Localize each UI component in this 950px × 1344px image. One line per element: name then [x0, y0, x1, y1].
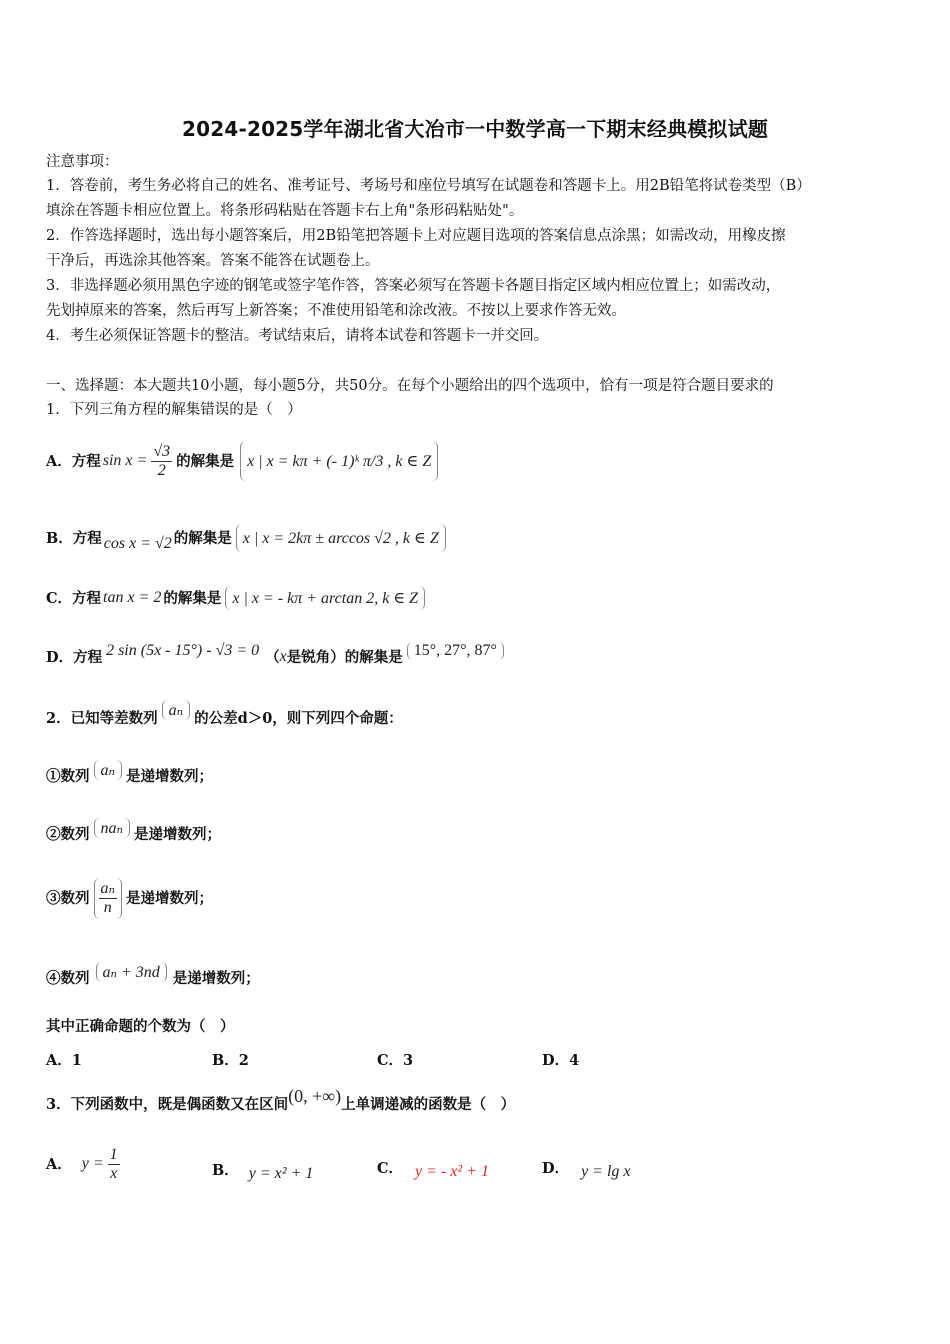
option-label: B．	[212, 1161, 239, 1179]
notice-line: 4．考生必须保证答题卡的整洁。考试结束后，请将本试卷和答题卡一并交回。	[46, 328, 549, 344]
notice-line: 1．答卷前，考生务必将自己的姓名、准考证号、考场号和座位号填写在试题卷和答题卡上。用2B铅笔将试卷类型（B）	[46, 178, 811, 194]
statement-label: ④数列	[46, 969, 90, 987]
stem-text: 2．已知等差数列	[46, 709, 158, 727]
option-label: C．方程	[46, 589, 102, 607]
equation-lhs: y =	[81, 1155, 104, 1172]
sequence	[94, 878, 122, 919]
option-label: D．方程	[46, 648, 103, 666]
solution-set: x | x = - kπ + arctan 2, k ∈ Z	[225, 586, 425, 610]
q2-option-d: D．4	[542, 1052, 580, 1069]
question-1-stem: 1．下列三角方程的解集错误的是（ ）	[46, 402, 302, 418]
option-label: B．方程	[46, 529, 102, 547]
q3-option-a	[46, 1142, 120, 1186]
q2-option-a: A．1	[46, 1052, 82, 1069]
interval: (0, +∞)	[288, 1085, 342, 1106]
statement-text: 是递增数列；	[125, 889, 213, 907]
numerator: 1	[109, 1145, 118, 1163]
option-text: 的解集是	[163, 589, 222, 607]
q2-ask: 其中正确命题的个数为（ ）	[46, 1018, 235, 1035]
q1-option-c	[46, 580, 425, 616]
q3-option-c	[377, 1150, 489, 1186]
denominator: n	[103, 898, 112, 916]
equation: y = - x² + 1	[415, 1163, 489, 1180]
q1-option-d	[46, 639, 504, 675]
notice-line: 干净后，再选涂其他答案。答案不能答在试题卷上。	[46, 253, 380, 269]
q1-option-b	[46, 520, 446, 556]
sequence: aₙ	[162, 700, 190, 720]
q3-option-d	[542, 1150, 631, 1186]
fraction	[108, 1146, 120, 1183]
section-header: 一、选择题：本大题共10小题，每小题5分，共50分。在每个小题给出的四个选项中，恰有一项是符合题目要求的	[46, 378, 774, 394]
notice-heading: 注意事项：	[46, 154, 119, 170]
q2-option-c: C．3	[377, 1052, 414, 1069]
page-title: 2024-2025学年湖北省大冶市一中数学高一下期末经典模拟试题	[181, 117, 769, 141]
q3-option-b	[212, 1152, 313, 1188]
q2-statement-4	[46, 960, 260, 996]
equation: cos x = √2	[103, 535, 172, 552]
statement-label: ③数列	[46, 889, 90, 907]
denominator: 2	[157, 461, 166, 479]
stem-text: 上单调递减的函数是（ ）	[341, 1095, 516, 1113]
equation-lhs: sin x =	[102, 451, 148, 469]
solution-set: 15°, 27°, 87°	[407, 642, 504, 660]
equation: y = x² + 1	[248, 1165, 314, 1182]
statement-label: ②数列	[46, 825, 90, 843]
stem-text: 3．下列函数中，既是偶函数又在区间	[46, 1095, 289, 1113]
statement-text: 是递增数列；	[133, 825, 221, 843]
statement-text: 是递增数列；	[172, 969, 260, 987]
denominator: x	[110, 1164, 118, 1182]
equation: 2 sin (5x - 15°) - √3 = 0	[106, 642, 260, 659]
question-2-stem	[46, 700, 403, 736]
solution-set: x | x = 2kπ ± arccos √2 , k ∈ Z	[236, 524, 446, 552]
equation: y = lg x	[581, 1163, 631, 1180]
option-label: C．	[377, 1159, 404, 1177]
statement-text: 是递增数列；	[125, 767, 213, 785]
sequence: aₙ	[94, 760, 122, 780]
equation	[103, 443, 172, 480]
sequence: naₙ	[94, 818, 130, 838]
numerator: aₙ	[100, 879, 115, 897]
statement-label: ①数列	[46, 767, 90, 785]
q2-statement-1	[46, 758, 213, 794]
solution-set: x | x = kπ + (- 1)ᵏ π/3 , k ∈ Z	[240, 441, 438, 481]
q2-option-b: B．2	[212, 1052, 249, 1069]
fraction	[99, 880, 117, 917]
fraction	[151, 443, 172, 480]
notice-line: 先划掉原来的答案，然后再写上新答案；不准使用铅笔和涂改液。不按以上要求作答无效。	[46, 303, 626, 319]
question-3-stem	[46, 1086, 515, 1122]
q2-statement-3	[46, 872, 213, 924]
sequence: aₙ + 3nd	[96, 962, 167, 982]
notice-line: 填涂在答题卡相应位置上。将条形码粘贴在答题卡右上角"条形码粘贴处"。	[46, 203, 524, 219]
option-text: 是锐角）的解集是	[286, 648, 403, 666]
option-text: 的解集是	[173, 529, 232, 547]
numerator: √3	[153, 442, 171, 460]
q1-option-a	[46, 436, 438, 486]
notice-line: 3．非选择题必须用黑色字迹的钢笔或签字笔作答，答案必须写在答题卡各题目指定区域内相应位置上；如需改动，	[46, 278, 781, 294]
option-text: 的解集是	[176, 452, 235, 470]
equation: tan x = 2	[103, 589, 162, 606]
q2-statement-2	[46, 816, 221, 852]
option-text: （	[265, 648, 280, 666]
option-label: D．	[542, 1159, 570, 1177]
stem-text: 的公差d＞0，则下列四个命题：	[194, 709, 403, 727]
option-label: A．方程	[46, 452, 101, 470]
notice-line: 2．作答选择题时，选出每小题答案后，用2B铅笔把答题卡上对应题目选项的答案信息点涂黑；如需改动，用橡皮擦	[46, 228, 786, 244]
option-label: A．	[46, 1155, 72, 1173]
variable: x	[279, 648, 287, 665]
